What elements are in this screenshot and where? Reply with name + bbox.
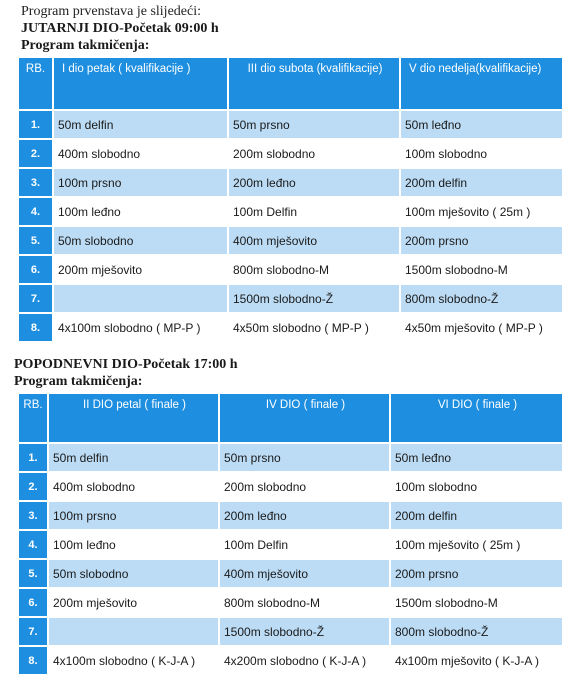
morning-header-day2: III dio subota (kvalifikacije) bbox=[229, 58, 401, 111]
morning-program-table bbox=[19, 58, 564, 343]
table-row bbox=[19, 531, 564, 560]
event-cell-day1 bbox=[54, 285, 229, 314]
event-cell-day3: 200m prsno bbox=[401, 227, 564, 256]
row-number-cell: 3. bbox=[19, 502, 49, 531]
table-row bbox=[19, 227, 564, 256]
event-cell-day2: 50m prsno bbox=[220, 444, 391, 473]
event-cell-day2: 100m Delfin bbox=[220, 531, 391, 560]
event-cell-day3: 100m mješovito ( 25m ) bbox=[401, 198, 564, 227]
row-number-cell: 4. bbox=[19, 198, 54, 227]
table-row bbox=[19, 444, 564, 473]
event-cell-day3: 50m leđno bbox=[401, 111, 564, 140]
event-cell-day3: 200m prsno bbox=[391, 560, 564, 589]
event-cell-day2: 200m slobodno bbox=[220, 473, 391, 502]
event-cell-day3: 50m leđno bbox=[391, 444, 564, 473]
event-cell-day1: 50m delfin bbox=[54, 111, 229, 140]
row-number-cell: 1. bbox=[19, 444, 49, 473]
event-cell-day1 bbox=[49, 618, 220, 647]
table-row bbox=[19, 618, 564, 647]
event-cell-day2: 400m mješovito bbox=[220, 560, 391, 589]
table-row bbox=[19, 314, 564, 343]
event-cell-day3: 100m slobodno bbox=[391, 473, 564, 502]
event-cell-day3: 800m slobodno-Ž bbox=[391, 618, 564, 647]
event-cell-day3: 100m mješovito ( 25m ) bbox=[391, 531, 564, 560]
row-number-cell: 8. bbox=[19, 647, 49, 676]
event-cell-day2: 50m prsno bbox=[229, 111, 401, 140]
table-row bbox=[19, 502, 564, 531]
afternoon-header-rb: RB. bbox=[19, 394, 49, 444]
row-number-cell: 5. bbox=[19, 560, 49, 589]
event-cell-day2: 200m leđno bbox=[229, 169, 401, 198]
event-cell-day1: 50m slobodno bbox=[49, 560, 220, 589]
event-cell-day2: 400m mješovito bbox=[229, 227, 401, 256]
row-number-cell: 6. bbox=[19, 256, 54, 285]
event-cell-day2: 100m Delfin bbox=[229, 198, 401, 227]
table-row bbox=[19, 589, 564, 618]
event-cell-day3: 4x100m mješovito ( K-J-A ) bbox=[391, 647, 564, 676]
table-row bbox=[19, 169, 564, 198]
event-cell-day1: 200m mješovito bbox=[54, 256, 229, 285]
event-cell-day2: 4x200m slobodno ( K-J-A ) bbox=[220, 647, 391, 676]
afternoon-header-row bbox=[19, 394, 564, 444]
event-cell-day1: 100m leđno bbox=[49, 531, 220, 560]
event-cell-day3: 200m delfin bbox=[401, 169, 564, 198]
afternoon-header-day3: VI DIO ( finale ) bbox=[391, 394, 564, 444]
event-cell-day2: 1500m slobodno-Ž bbox=[229, 285, 401, 314]
morning-program-label: Program takmičenja: bbox=[21, 38, 150, 53]
morning-header-rb: RB. bbox=[19, 58, 54, 111]
afternoon-header-day1: II DIO petal ( finale ) bbox=[49, 394, 220, 444]
table-row bbox=[19, 111, 564, 140]
event-cell-day1: 100m leđno bbox=[54, 198, 229, 227]
table-row bbox=[19, 647, 564, 676]
row-number-cell: 6. bbox=[19, 589, 49, 618]
row-number-cell: 2. bbox=[19, 473, 49, 502]
event-cell-day2: 200m leđno bbox=[220, 502, 391, 531]
event-cell-day1: 50m slobodno bbox=[54, 227, 229, 256]
table-row bbox=[19, 285, 564, 314]
morning-header-day1: I dio petak ( kvalifikacije ) bbox=[54, 58, 229, 111]
event-cell-day2: 800m slobodno-M bbox=[229, 256, 401, 285]
event-cell-day3: 800m slobodno-Ž bbox=[401, 285, 564, 314]
row-number-cell: 7. bbox=[19, 285, 54, 314]
event-cell-day3: 1500m slobodno-M bbox=[391, 589, 564, 618]
event-cell-day3: 4x50m mješovito ( MP-P ) bbox=[401, 314, 564, 343]
event-cell-day2: 1500m slobodno-Ž bbox=[220, 618, 391, 647]
row-number-cell: 7. bbox=[19, 618, 49, 647]
afternoon-program-label: Program takmičenja: bbox=[14, 374, 143, 389]
event-cell-day1: 200m mješovito bbox=[49, 589, 220, 618]
row-number-cell: 2. bbox=[19, 140, 54, 169]
morning-session-title: JUTARNJI DIO-Početak 09:00 h bbox=[21, 21, 219, 36]
event-cell-day1: 400m slobodno bbox=[49, 473, 220, 502]
event-cell-day1: 100m prsno bbox=[49, 502, 220, 531]
afternoon-program-table bbox=[19, 394, 564, 676]
row-number-cell: 8. bbox=[19, 314, 54, 343]
table-row bbox=[19, 140, 564, 169]
row-number-cell: 3. bbox=[19, 169, 54, 198]
event-cell-day1: 50m delfin bbox=[49, 444, 220, 473]
afternoon-session-title: POPODNEVNI DIO-Početak 17:00 h bbox=[14, 357, 238, 372]
event-cell-day3: 200m delfin bbox=[391, 502, 564, 531]
row-number-cell: 5. bbox=[19, 227, 54, 256]
event-cell-day1: 100m prsno bbox=[54, 169, 229, 198]
morning-header-row bbox=[19, 58, 564, 111]
afternoon-header-day2: IV DIO ( finale ) bbox=[220, 394, 391, 444]
event-cell-day1: 4x100m slobodno ( K-J-A ) bbox=[49, 647, 220, 676]
event-cell-day3: 100m slobodno bbox=[401, 140, 564, 169]
event-cell-day2: 200m slobodno bbox=[229, 140, 401, 169]
morning-header-day3: V dio nedelja(kvalifikacije) bbox=[401, 58, 564, 111]
row-number-cell: 4. bbox=[19, 531, 49, 560]
event-cell-day3: 1500m slobodno-M bbox=[401, 256, 564, 285]
table-row bbox=[19, 473, 564, 502]
table-row bbox=[19, 198, 564, 227]
event-cell-day2: 800m slobodno-M bbox=[220, 589, 391, 618]
event-cell-day2: 4x50m slobodno ( MP-P ) bbox=[229, 314, 401, 343]
row-number-cell: 1. bbox=[19, 111, 54, 140]
event-cell-day1: 4x100m slobodno ( MP-P ) bbox=[54, 314, 229, 343]
table-row bbox=[19, 256, 564, 285]
event-cell-day1: 400m slobodno bbox=[54, 140, 229, 169]
intro-text: Program prvenstava je slijedeći: bbox=[21, 4, 201, 19]
table-row bbox=[19, 560, 564, 589]
